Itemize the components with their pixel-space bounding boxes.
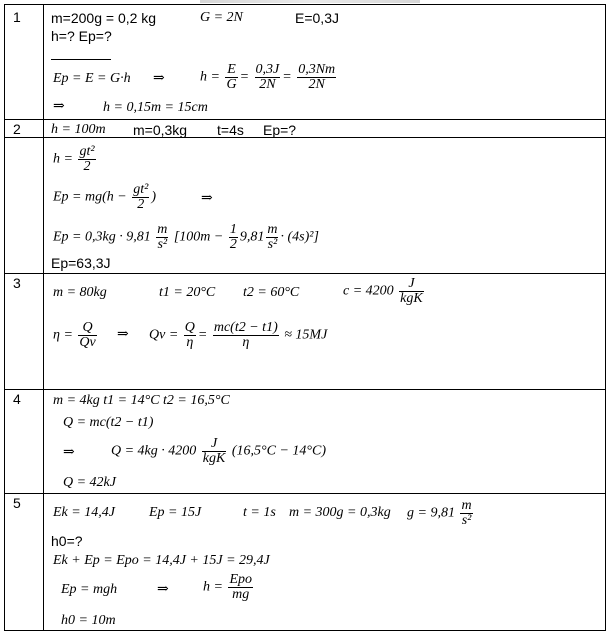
given-weight: G = 2N (200, 10, 243, 25)
heat-substitution: Q = 4kg · 4200 $\frac{J}{\text{kgK}}$ (16,5°C − 14°C) (111, 436, 326, 466)
row-divider (5, 119, 605, 120)
row-number: 2 (13, 121, 21, 137)
row-number: 3 (13, 275, 21, 291)
solutions-table (4, 4, 606, 631)
implies-arrow: ⇒ (117, 327, 129, 342)
height-formula: h = $\frac{E}{G}$ = $\frac{0,3J}{2N}$ = $\frac{0,3Nm}{2N}$ (200, 62, 336, 92)
given-mass: m=200g = 0,2 kg (51, 10, 157, 26)
implies-arrow: ⇒ (63, 445, 75, 460)
given-gravity: g = 9,81 $\frac{m}{\text{s²}}$ (407, 498, 472, 528)
implies-arrow: ⇒ (157, 582, 169, 597)
qv-formula: Qv = $\frac{Q}{\eta}$ = $\frac{mc(t2 - t1)}{\eta}$ ≈ 15MJ (149, 320, 328, 350)
given-ep: Ep = 15J (149, 505, 202, 520)
implies-arrow: ⇒ (53, 99, 65, 114)
heat-result: Q = 42kJ (63, 475, 116, 490)
given-mass: m = 80kg (53, 285, 107, 300)
heat-formula: Q = mc(t2 − t1) (63, 415, 154, 430)
height-result: h = 0,15m = 15cm (103, 100, 208, 115)
ep-substitution: Ep = 0,3kg · 9,81 $\frac{m}{\text{s²}}$ [100m − $\frac{1}{2}$ 9,81 $\frac{m}{\text{s²}}$ · (4s)²] (53, 222, 319, 252)
given-heat-capacity: c = 4200 $\frac{J}{\text{kgK}}$ (343, 276, 423, 306)
given-mass: m=0,3kg (133, 122, 188, 138)
ep-formula: Ep = mgh (61, 582, 118, 597)
given-t1: t1 = 20°C (159, 285, 216, 300)
row-divider (5, 493, 605, 494)
top-strip (200, 0, 420, 3)
ep-formula: Ep = mg(h − $\frac{\text{gt²}}{2}$ ) (53, 182, 156, 212)
unknowns: h=? Ep=? (51, 28, 112, 44)
given-separator (51, 59, 111, 60)
given-height: h = 100m (51, 122, 106, 137)
row-number: 1 (13, 9, 21, 25)
row-number: 5 (13, 495, 21, 511)
row-number: 4 (13, 391, 21, 407)
given-ek: Ek = 14,4J (53, 505, 115, 520)
formula-ep: Ep = E = G·h (53, 71, 131, 86)
unknown-ep: Ep=? (263, 122, 297, 138)
energy-sum: Ek + Ep = Epo = 14,4J + 15J = 29,4J (53, 553, 270, 568)
efficiency-formula: η = $\frac{Q}{Qv}$ (53, 320, 96, 350)
given-mass: m = 300g = 0,3kg (289, 505, 391, 520)
implies-arrow: ⇒ (153, 71, 165, 86)
given-energy: E=0,3J (295, 10, 339, 26)
height-fall-formula: h = $\frac{\text{gt²}}{2}$ (53, 144, 95, 174)
given-time: t=4s (217, 122, 244, 138)
row-divider (5, 273, 605, 274)
unknown-height: h0=? (51, 533, 83, 549)
implies-arrow: ⇒ (201, 191, 213, 206)
ep-result: Ep=63,3J (51, 255, 111, 271)
height-result: h0 = 10m (61, 613, 116, 628)
given-time: t = 1s (243, 505, 276, 520)
given-t2: t2 = 60°C (243, 285, 300, 300)
given-values: m = 4kg t1 = 14°C t2 = 16,5°C (53, 393, 230, 408)
height-formula: h = $\frac{\text{Epo}}{mg}$ (203, 572, 253, 602)
column-divider (43, 5, 44, 630)
row-divider (5, 389, 605, 390)
